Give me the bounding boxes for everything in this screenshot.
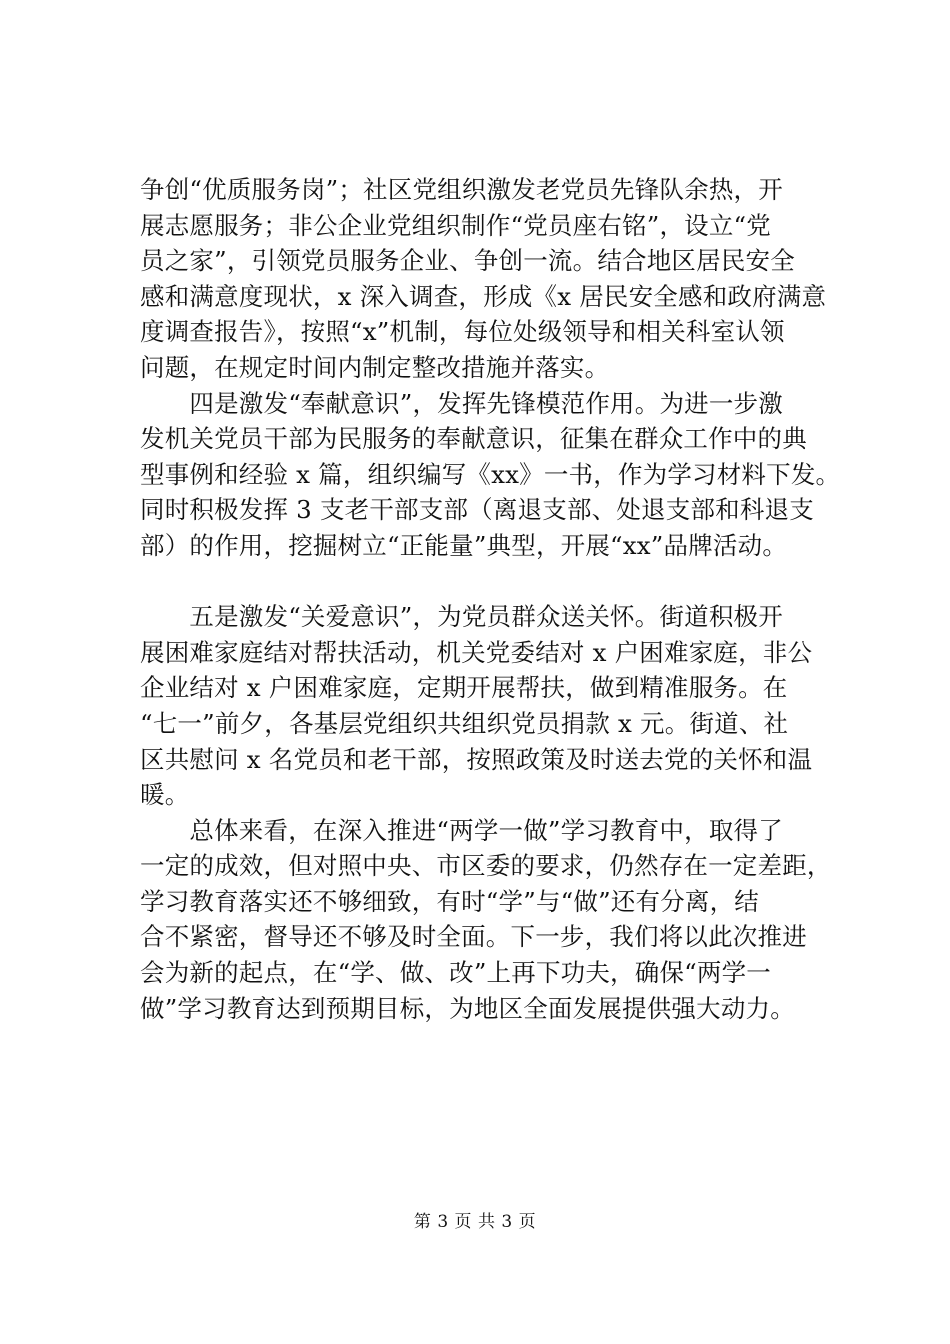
text-line: 员之家”，引领党员服务企业、争创一流。结合地区居民安全	[140, 246, 795, 276]
text-line: 企业结对 x 户困难家庭，定期开展帮扶，做到精准服务。在	[140, 673, 788, 703]
text-line: 会为新的起点，在“学、做、改”上再下功夫，确保“两学一	[140, 958, 771, 988]
text-line: 四是激发“奉献意识”，发挥先锋模范作用。为进一步激	[140, 388, 783, 418]
text-line: 一定的成效，但对照中央、市区委的要求，仍然存在一定差距，	[140, 851, 832, 881]
text-line: 问题，在规定时间内制定整改措施并落实。	[140, 352, 610, 382]
text-line: 展困难家庭结对帮扶活动，机关党委结对 x 户困难家庭，非公	[140, 637, 813, 667]
text-line: 总体来看，在深入推进“两学一做”学习教育中，取得了	[140, 815, 783, 845]
paragraph-gap	[140, 564, 830, 600]
document-body	[140, 172, 841, 1026]
text-line: 合不紧密，督导还不够及时全面。下一步，我们将以此次推进	[140, 922, 807, 952]
text-line: “七一”前夕，各基层党组织共组织党员捐款 x 元。街道、社	[140, 708, 789, 738]
text-line: 争创“优质服务岗”；社区党组织激发老党员先锋队余热，开	[140, 175, 783, 204]
text-line: 展志愿服务；非公企业党组织制作“党员座右铭”，设立“党	[140, 210, 771, 240]
text-line: 区共慰问 x 名党员和老干部，按照政策及时送去党的关怀和温	[140, 744, 813, 774]
text-line: 部）的作用，挖掘树立“正能量”典型，开展“xx”品牌活动。	[140, 530, 788, 560]
page-number-footer: 第 3 页 共 3 页	[413, 1212, 537, 1232]
text-line: 同时积极发挥 3 支老干部支部（离退支部、处退支部和科退支	[140, 495, 814, 525]
text-line: 度调查报告》，按照“x”机制，每位处级领导和相关科室认领	[140, 317, 785, 347]
text-line: 型事例和经验 x 篇，组织编写《xx》一书，作为学习材料下发。	[140, 459, 841, 489]
text-line: 学习教育落实还不够细致，有时“学”与“做”还有分离，结	[140, 886, 759, 916]
text-line: 做”学习教育达到预期目标，为地区全面发展提供强大动力。	[140, 993, 795, 1023]
text-line: 暖。	[140, 780, 190, 810]
text-line: 发机关党员干部为民服务的奉献意识，征集在群众工作中的典	[140, 424, 807, 454]
text-line: 五是激发“关爱意识”，为党员群众送关怀。街道积极开	[140, 602, 783, 632]
text-line: 感和满意度现状，x 深入调查，形成《x 居民安全感和政府满意	[140, 281, 827, 311]
